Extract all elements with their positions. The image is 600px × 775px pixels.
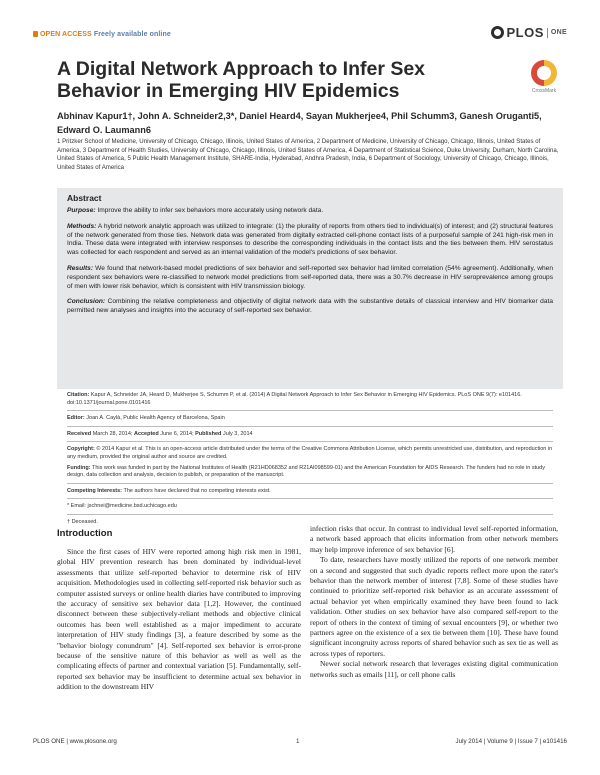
abstract-results [67, 265, 553, 291]
copyright [67, 446, 553, 461]
editor [67, 415, 553, 423]
funding-label: Funding: [67, 464, 91, 471]
crossmark-badge[interactable] [522, 60, 566, 94]
funding-text: This work was funded in part by the National Institutes of Health (R21HD068352 and R21AI098599-01) and the American Foundation for AIDS Research. The funders had no role in study design, data collection and analysis, decision to publish, or preparation of the manuscript. [67, 464, 545, 479]
meta-divider [67, 410, 553, 411]
crossmark-icon [531, 60, 557, 86]
abstract-conclusion [67, 298, 553, 316]
citation [67, 392, 553, 407]
citation-text: Kapur A, Schneider JA, Heard D, Mukherjee S, Schumm P, et al. (2014) A Digital Network Approach to Infer Sex Behavior in Emerging HIV Epidemics. PLoS ONE 9(7): e101416. doi:10.1371/journal.pone.0101416 [67, 392, 522, 406]
competing-label: Competing Interests: [67, 487, 123, 494]
received-date: March 28, 2014; [92, 430, 133, 437]
open-access-label: OPEN ACCESS [40, 31, 92, 38]
crossmark-label: CrossMark [531, 88, 557, 94]
abstract-box [57, 188, 563, 389]
footer-page-number: 1 [296, 738, 300, 745]
published-date: July 3, 2014 [222, 430, 253, 437]
body-paragraph: To date, researchers have mostly utilized the reports of one network member on a second and suggested that such dyadic reports reflect more upon the rater's behavior than the network member of interest [7,8]. Some of these studies have continued to prioritize self-reported risk behavior as an accurate assessment of actual behavior yet when empirically examined they have been found to lack validation. Other studies on sex behavior have also compared self-report to the report of others in the context of timing of sexual encounters [9], or whether two partners agree on the existence of a sex tie between them [10]. These have found significant incongruity across reports of shared behavior such as sex tie as well as across types of reporters. [310, 555, 558, 658]
body-paragraph: infection risks that occur. In contrast to individual level self-reported information, a network based approach that elicits information from other network members may help improve inference of sex behavior [6]. [310, 524, 558, 554]
meta-divider [67, 514, 553, 515]
freely-available-label: Freely available online [93, 31, 171, 38]
meta-divider [67, 498, 553, 499]
plos-logo-text: PLOS [506, 25, 544, 40]
citation-label: Citation: [67, 392, 90, 398]
published-label: Published [195, 430, 222, 437]
open-access-banner [33, 31, 171, 38]
plos-logo-icon [491, 26, 504, 39]
abstract-purpose [67, 207, 553, 216]
results-label: Results: [67, 264, 94, 272]
introduction-heading: Introduction [57, 528, 113, 539]
plos-logo-sub: ONE [550, 29, 567, 36]
logo-separator [547, 28, 548, 38]
body-column-left [57, 528, 301, 693]
footer-issue: July 2014 | Volume 9 | Issue 7 | e101416 [455, 738, 567, 745]
methods-text: A hybrid network analytic approach was utilized to integrate: (1) the plurality of reports from others tied to individual(s) of interest; and (2) structural features of the network generated from those ties. Network data was generated from digitally extracted cell-phone contact lists of a purposeful sample of 241 high-risk men in India. These data were integrated with interview responses to describe the corresponding individuals in the contact lists and the ties between them. HIV serostatus was collected for each respondent and served as an internal validation of the model's predictions of sex behavior. [67, 222, 554, 257]
body-column-right [310, 524, 558, 680]
body-paragraph: Newer social network research that leverages existing digital communication networks such as emails [11], or cell phone calls [310, 659, 558, 679]
editor-text: Joan A. Caylà, Public Health Agency of Barcelona, Spain [86, 415, 225, 422]
article-title: A Digital Network Approach to Infer Sex Behavior in Emerging HIV Epidemics [57, 58, 426, 102]
methods-label: Methods: [67, 222, 97, 230]
abstract-methods [67, 223, 553, 258]
author-list: Abhinav Kapur1†, John A. Schneider2,3*, Daniel Heard4, Sayan Mukherjee4, Phil Schumm3, Ganesh Oruganti5, Edward O. Laumann6 [57, 111, 542, 135]
received-label: Received [67, 430, 92, 437]
purpose-text: Improve the ability to infer sex behaviors more accurately using network data. [97, 207, 324, 214]
accepted-label: Accepted [133, 430, 159, 437]
competing-interests [67, 488, 553, 496]
body-paragraph: Since the first cases of HIV were reported among high risk men in 1981, global HIV prevention research has been dominated by individual-level assessments that utilize self-reported behavior to determine risk of HIV acquisition. Methodologies used in collecting self-reported risk behavior such as computer assisted surveys or online health diaries have contributed to improving the accuracy of sensitive sex behavior data [1,2]. However, the continued disconnect between these subjectively-reliant methods and objective clinical outcomes has been well established as a major impediment to accurate interpretation of HIV study findings [3], a feature described by some as the "behavior biology conundrum" [4]. Self-reported sex behavior is error-prone because of the sensitive nature of this behavior as well as well as the complicating effects of partner and contextual variation [5]. Fundamentally, self-reported sex behavior may be insufficient to determine actual sex behavior in addition to the downstream HIV [57, 547, 301, 692]
meta-divider [67, 441, 553, 442]
copyright-text: © 2014 Kapur et al. This is an open-access article distributed under the terms of the Creative Commons Attribution License, which permits unrestricted use, distribution, and reproduction in any medium, provided the original author and source are credited. [67, 446, 553, 460]
conclusion-text: Combining the relative completeness and objectivity of digital network data with the substantive details of classical interview and HIV biomarker data permitted new analyses and insights into the accuracy of self-reported sex behavior. [67, 298, 553, 315]
conclusion-label: Conclusion: [67, 298, 106, 306]
plos-one-logo[interactable] [491, 25, 567, 40]
copyright-label: Copyright: [67, 446, 95, 453]
affiliations: 1 Pritzker School of Medicine, University of Chicago, Chicago, Illinois, United States of America, 2 Department of Medicine, University of Chicago, Chicago, Illinois, United States of America, 3 Department of Health Studies, University of Chicago, Chicago, Illinois, United States of America, 4 Department of Statistical Science, Duke University, Durham, North Carolina, United States of America, 5 Public Health Management Institute, SHARE-India, Hyderabad, Andhra Pradesh, India, 6 Department of Sociology, University of Chicago, Chicago, Illinois, United States of America [57, 138, 559, 171]
dates [67, 431, 553, 439]
meta-divider [67, 426, 553, 427]
editor-label: Editor: [67, 415, 85, 422]
funding [67, 465, 553, 480]
deceased-note: † Deceased. [67, 518, 98, 525]
results-text: We found that network-based model predictions of sex behavior and self-reported sex behavior had limited correlation (54% agreement). Additionally, when respondent sex behaviors were re-classified to network model predictions from self-reported data, there was a 30.7% decrease in HIV seroprevalence among groups of men with lower risk behavior, which is consistent with HIV transmission biology. [67, 264, 553, 290]
meta-divider [67, 483, 553, 484]
footer-journal: PLOS ONE | www.plosone.org [33, 738, 117, 745]
open-access-lock-icon [33, 31, 38, 37]
abstract-heading: Abstract [67, 193, 102, 203]
corresponding-email[interactable]: * Email: jschnei@medicine.bsd.uchicago.edu [67, 503, 177, 510]
accepted-date: June 6, 2014; [160, 430, 194, 437]
competing-text: The authors have declared that no competing interests exist. [123, 487, 271, 494]
purpose-label: Purpose: [67, 207, 96, 214]
article-metadata [67, 392, 553, 530]
